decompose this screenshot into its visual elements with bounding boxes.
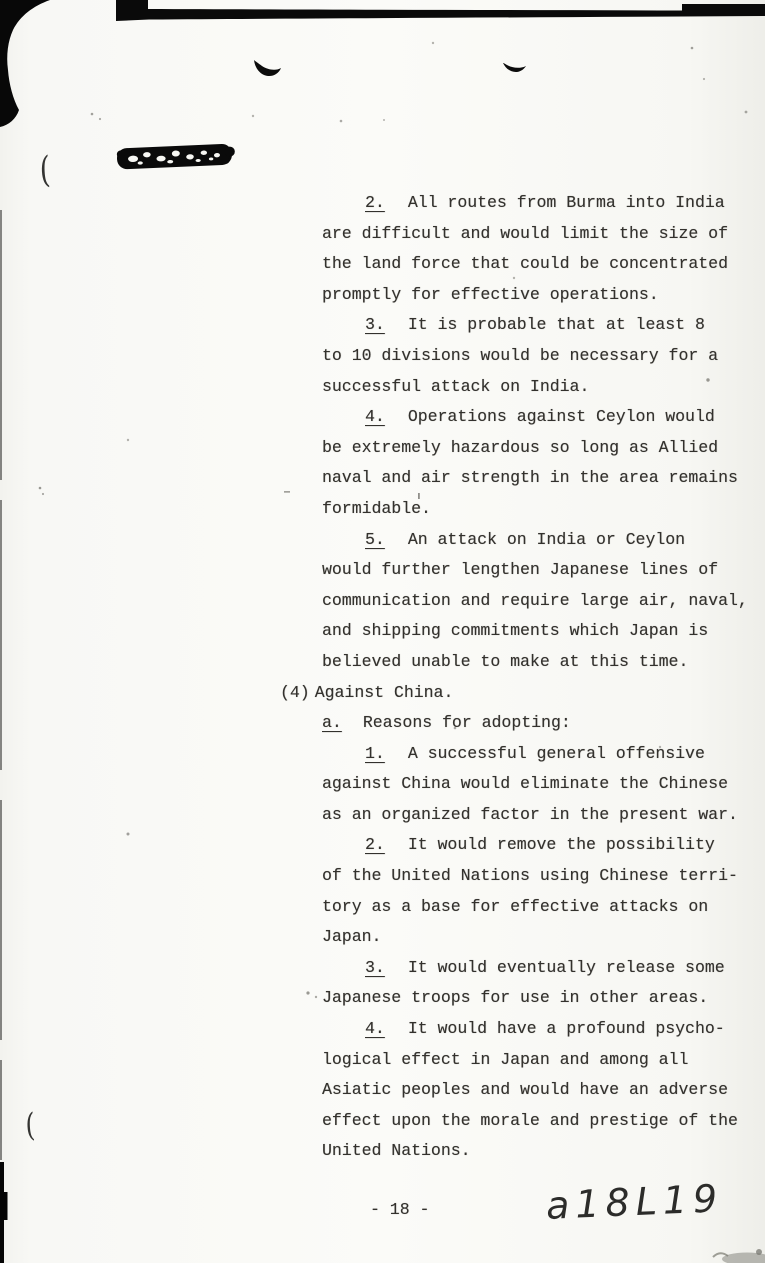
scan-bottom-left-notch (0, 1192, 8, 1220)
typed-line: naval and air strength in the area remains (322, 468, 738, 488)
typed-line: and shipping commitments which Japan is (322, 621, 709, 641)
document-body (280, 188, 762, 1167)
typed-line: believed unable to make at this time. (322, 651, 689, 671)
typed-text: Operations against Ceylon would (407, 407, 715, 427)
paragraph (322, 1014, 762, 1167)
typed-line (280, 678, 762, 709)
typed-text: Against China. (314, 682, 454, 702)
typed-line: as an organized factor in the present war. (322, 804, 738, 824)
paragraph (322, 739, 762, 831)
paragraph-label: 1. (365, 743, 385, 763)
typed-line: effect upon the morale and prestige of the (322, 1110, 738, 1130)
typed-line: against China would eliminate the Chinese (322, 774, 728, 794)
typed-line: promptly for effective operations. (322, 284, 659, 304)
scan-left-edge (0, 210, 2, 1160)
typed-line (322, 1014, 762, 1045)
typed-line (322, 953, 762, 984)
paragraph (322, 830, 762, 952)
paragraph (322, 402, 762, 524)
scan-bottom-right-smudge (713, 1249, 765, 1263)
handwritten-paren-mark-bottom: ( (24, 1105, 36, 1145)
typed-line: of the United Nations using Chinese terri- (322, 866, 738, 886)
typed-line: Japan. (322, 927, 382, 947)
crescent-mark-right (503, 63, 526, 72)
typed-line (322, 708, 762, 739)
typed-text: All routes from Burma into India (407, 193, 725, 212)
paragraph-label: 4. (365, 1019, 385, 1039)
typed-text: Reasons for adopting: (362, 713, 571, 733)
page-number: - 18 - (370, 1200, 430, 1219)
scan-corner-blob (0, 0, 50, 127)
paragraph-label: 5. (365, 529, 385, 549)
handwritten-paren-mark-top: ( (38, 149, 52, 192)
typed-line: the land force that could be concentrated (322, 254, 728, 274)
paragraph-label: 4. (365, 407, 385, 427)
paragraph-label: 2. (365, 835, 385, 855)
paragraph-label: (4) (280, 682, 310, 702)
typed-text: An attack on India or Ceylon (407, 529, 686, 549)
typed-line (322, 739, 762, 770)
typed-line: are difficult and would limit the size of (322, 223, 728, 243)
typed-text: It is probable that at least 8 (407, 315, 705, 335)
paragraph-label: a. (322, 713, 342, 733)
paragraph (280, 678, 762, 709)
paragraph-label: 2. (365, 193, 385, 212)
typed-line: communication and require large air, naval, (322, 590, 748, 610)
typed-line: Japanese troops for use in other areas. (322, 988, 709, 1008)
typed-line (322, 402, 762, 433)
scan-bottom-left-strip (0, 1162, 4, 1263)
typed-line: logical effect in Japan and among all (322, 1049, 689, 1069)
typed-text: It would have a profound psycho- (407, 1019, 725, 1039)
typed-line: would further lengthen Japanese lines of (322, 560, 719, 580)
typed-text: It would eventually release some (407, 957, 725, 977)
typed-line (322, 830, 762, 861)
typed-line (322, 188, 762, 219)
paragraph-label: 3. (365, 315, 385, 335)
scan-top-band (116, 0, 765, 21)
typed-line (322, 525, 762, 556)
paragraph-label: 3. (365, 957, 385, 977)
typed-line: tory as a base for effective attacks on (322, 896, 709, 916)
typed-line: successful attack on India. (322, 376, 590, 396)
paragraph (322, 310, 762, 402)
typed-text: It would remove the possibility (407, 835, 715, 855)
typed-line (322, 310, 762, 341)
paragraph (322, 525, 762, 678)
ink-stamp-smudge (117, 143, 236, 169)
handwritten-note: a18L19 (545, 1176, 725, 1228)
paragraph (322, 953, 762, 1014)
typed-line: Asiatic peoples and would have an adverse (322, 1080, 728, 1100)
typed-line: United Nations. (322, 1141, 471, 1161)
crescent-mark-left (254, 60, 281, 76)
typed-line: to 10 divisions would be necessary for a (322, 345, 719, 365)
typed-text: A successful general offensive (407, 743, 705, 763)
paragraph (322, 188, 762, 310)
paragraph (322, 708, 762, 739)
typed-line: formidable. (322, 498, 431, 518)
typed-line: be extremely hazardous so long as Allied (322, 437, 719, 457)
